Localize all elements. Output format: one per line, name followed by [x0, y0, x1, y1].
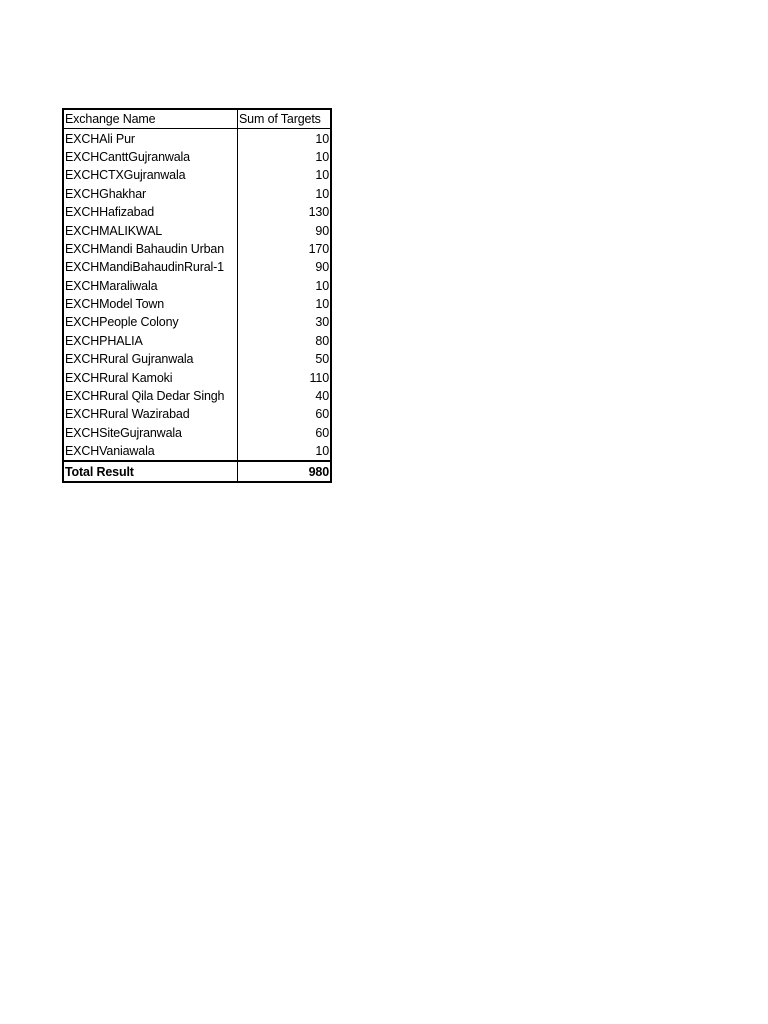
- exchange-name-cell: EXCHMandiBahaudinRural-1: [63, 258, 238, 276]
- table-body: [63, 129, 331, 462]
- table-row: [63, 203, 331, 221]
- sum-of-targets-cell: 130: [308, 205, 329, 220]
- sum-of-targets-cell: 60: [315, 425, 329, 440]
- exchange-name-cell: EXCHRural Kamoki: [63, 368, 238, 386]
- table-row: [63, 368, 331, 386]
- sum-of-targets-cell: 110: [309, 370, 329, 385]
- exchange-name-cell: EXCHMALIKWAL: [63, 221, 238, 239]
- pivot-table: [62, 108, 332, 483]
- header-sum-of-targets: Sum of Targets: [238, 109, 332, 129]
- table-row: [63, 442, 331, 461]
- table-row: [63, 148, 331, 166]
- table-row: [63, 258, 331, 276]
- table-row: [63, 405, 331, 423]
- table-footer: [63, 461, 331, 481]
- table-row: [63, 129, 331, 148]
- sum-of-targets-cell: 30: [315, 315, 329, 330]
- total-label: Total Result: [63, 461, 238, 481]
- sum-of-targets-cell: 60: [315, 407, 329, 422]
- table-row: [63, 166, 331, 184]
- sum-of-targets-cell: 50: [315, 352, 329, 367]
- exchange-name-cell: EXCHPeople Colony: [63, 313, 238, 331]
- sum-of-targets-cell: 10: [315, 186, 329, 201]
- exchange-name-cell: EXCHRural Wazirabad: [63, 405, 238, 423]
- table-row: [63, 277, 331, 295]
- table-row: [63, 332, 331, 350]
- exchange-name-cell: EXCHVaniawala: [63, 442, 238, 461]
- table-row: [63, 295, 331, 313]
- exchange-name-cell: EXCHModel Town: [63, 295, 238, 313]
- sum-of-targets-cell: 10: [315, 444, 329, 459]
- exchange-name-cell: EXCHCTXGujranwala: [63, 166, 238, 184]
- table-row: [63, 240, 331, 258]
- header-exchange-name: Exchange Name: [63, 109, 238, 129]
- sum-of-targets-cell: 10: [315, 131, 329, 146]
- table-row: [63, 424, 331, 442]
- exchange-name-cell: EXCHMandi Bahaudin Urban: [63, 240, 238, 258]
- sum-of-targets-cell: 40: [315, 389, 329, 404]
- exchange-name-cell: EXCHGhakhar: [63, 185, 238, 203]
- exchange-name-cell: EXCHCanttGujranwala: [63, 148, 238, 166]
- table-header: [63, 109, 331, 129]
- header-row: [63, 109, 331, 129]
- total-row: [63, 461, 331, 481]
- exchange-name-cell: EXCHHafizabad: [63, 203, 238, 221]
- exchange-name-cell: EXCHSiteGujranwala: [63, 424, 238, 442]
- sum-of-targets-cell: 10: [315, 297, 329, 312]
- sum-of-targets-cell: 170: [308, 241, 329, 256]
- table-row: [63, 185, 331, 203]
- sum-of-targets-cell: 90: [315, 223, 329, 238]
- table-row: [63, 313, 331, 331]
- table-row: [63, 387, 331, 405]
- total-value: 980: [238, 461, 332, 481]
- sum-of-targets-cell: 90: [315, 260, 329, 275]
- exchange-name-cell: EXCHAli Pur: [63, 129, 238, 148]
- sum-of-targets-cell: 80: [315, 333, 329, 348]
- exchange-name-cell: EXCHRural Qila Dedar Singh: [63, 387, 238, 405]
- exchange-name-cell: EXCHRural Gujranwala: [63, 350, 238, 368]
- exchange-name-cell: EXCHMaraliwala: [63, 277, 238, 295]
- sum-of-targets-cell: 10: [315, 168, 329, 183]
- table-row: [63, 221, 331, 239]
- table-row: [63, 350, 331, 368]
- sum-of-targets-cell: 10: [315, 278, 329, 293]
- exchange-name-cell: EXCHPHALIA: [63, 332, 238, 350]
- sum-of-targets-cell: 10: [315, 149, 329, 164]
